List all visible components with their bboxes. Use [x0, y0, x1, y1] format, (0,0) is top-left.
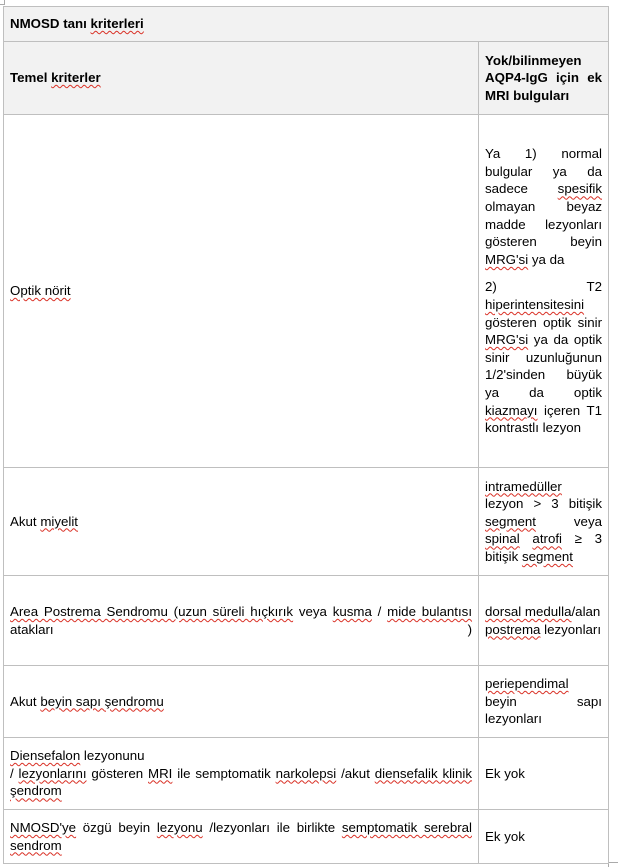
finding-cell	[479, 115, 609, 468]
table-title: NMOSD tanı kriterleri	[4, 7, 609, 42]
page-corner-mark	[4, 0, 5, 5]
header-core-criteria: Temel kriterler	[4, 42, 479, 115]
header-mri-findings: Yok/bilinmeyen AQP4-IgG için ek MRI bulguları	[479, 42, 609, 115]
finding-cell: dorsal medulla/alan postrema lezyonları	[479, 576, 609, 666]
finding-cell: periependimal beyin sapı lezyonları	[479, 666, 609, 738]
table-row	[4, 115, 609, 468]
table-row	[4, 810, 609, 864]
table-header-row	[4, 42, 609, 115]
nmosd-criteria-table	[3, 6, 609, 864]
finding-cell: Ek yok	[479, 738, 609, 810]
table-row	[4, 576, 609, 666]
criterion-cell: Area Postrema Sendromu (uzun süreli hıçkırık veya kusma / mide bulantısı atakları )	[4, 576, 479, 666]
criterion-cell: Akut beyin sapı şendromu	[4, 666, 479, 738]
page-corner-mark	[608, 862, 618, 863]
finding-cell: Ek yok	[479, 810, 609, 864]
criterion-cell: Optik nörit	[4, 115, 479, 468]
criterion-cell: Akut miyelit	[4, 468, 479, 576]
finding-paragraph: Ya 1) normal bulgular ya da sadece spesifik olmayan beyaz madde lezyonları gösteren beyin MRG'si ya da	[485, 146, 603, 267]
criterion-cell: NMOSD'ye özgü beyin lezyonu /lezyonları ile birlikte semptomatik serebral sendrom	[4, 810, 479, 864]
table-row	[4, 738, 609, 810]
table-row	[4, 666, 609, 738]
table-row	[4, 468, 609, 576]
finding-paragraph: 2) T2 hiperintensitesini gösteren optik sinir MRG'si ya da optik sinir uzunluğunun 1/2'sinden büyük ya da optik kiazmayı içeren T1 kontrastlı lezyon	[485, 279, 603, 436]
finding-cell: intramedüller lezyon > 3 bitişik segment veya spinal atrofi ≥ 3 bitişik segment	[479, 468, 609, 576]
criterion-cell: Diensefalon lezyonunu / lezyonlarını gösteren MRI ile semptomatik narkolepsi /akut diensefalik klinik şendrom	[4, 738, 479, 810]
table-title-row	[4, 7, 609, 42]
